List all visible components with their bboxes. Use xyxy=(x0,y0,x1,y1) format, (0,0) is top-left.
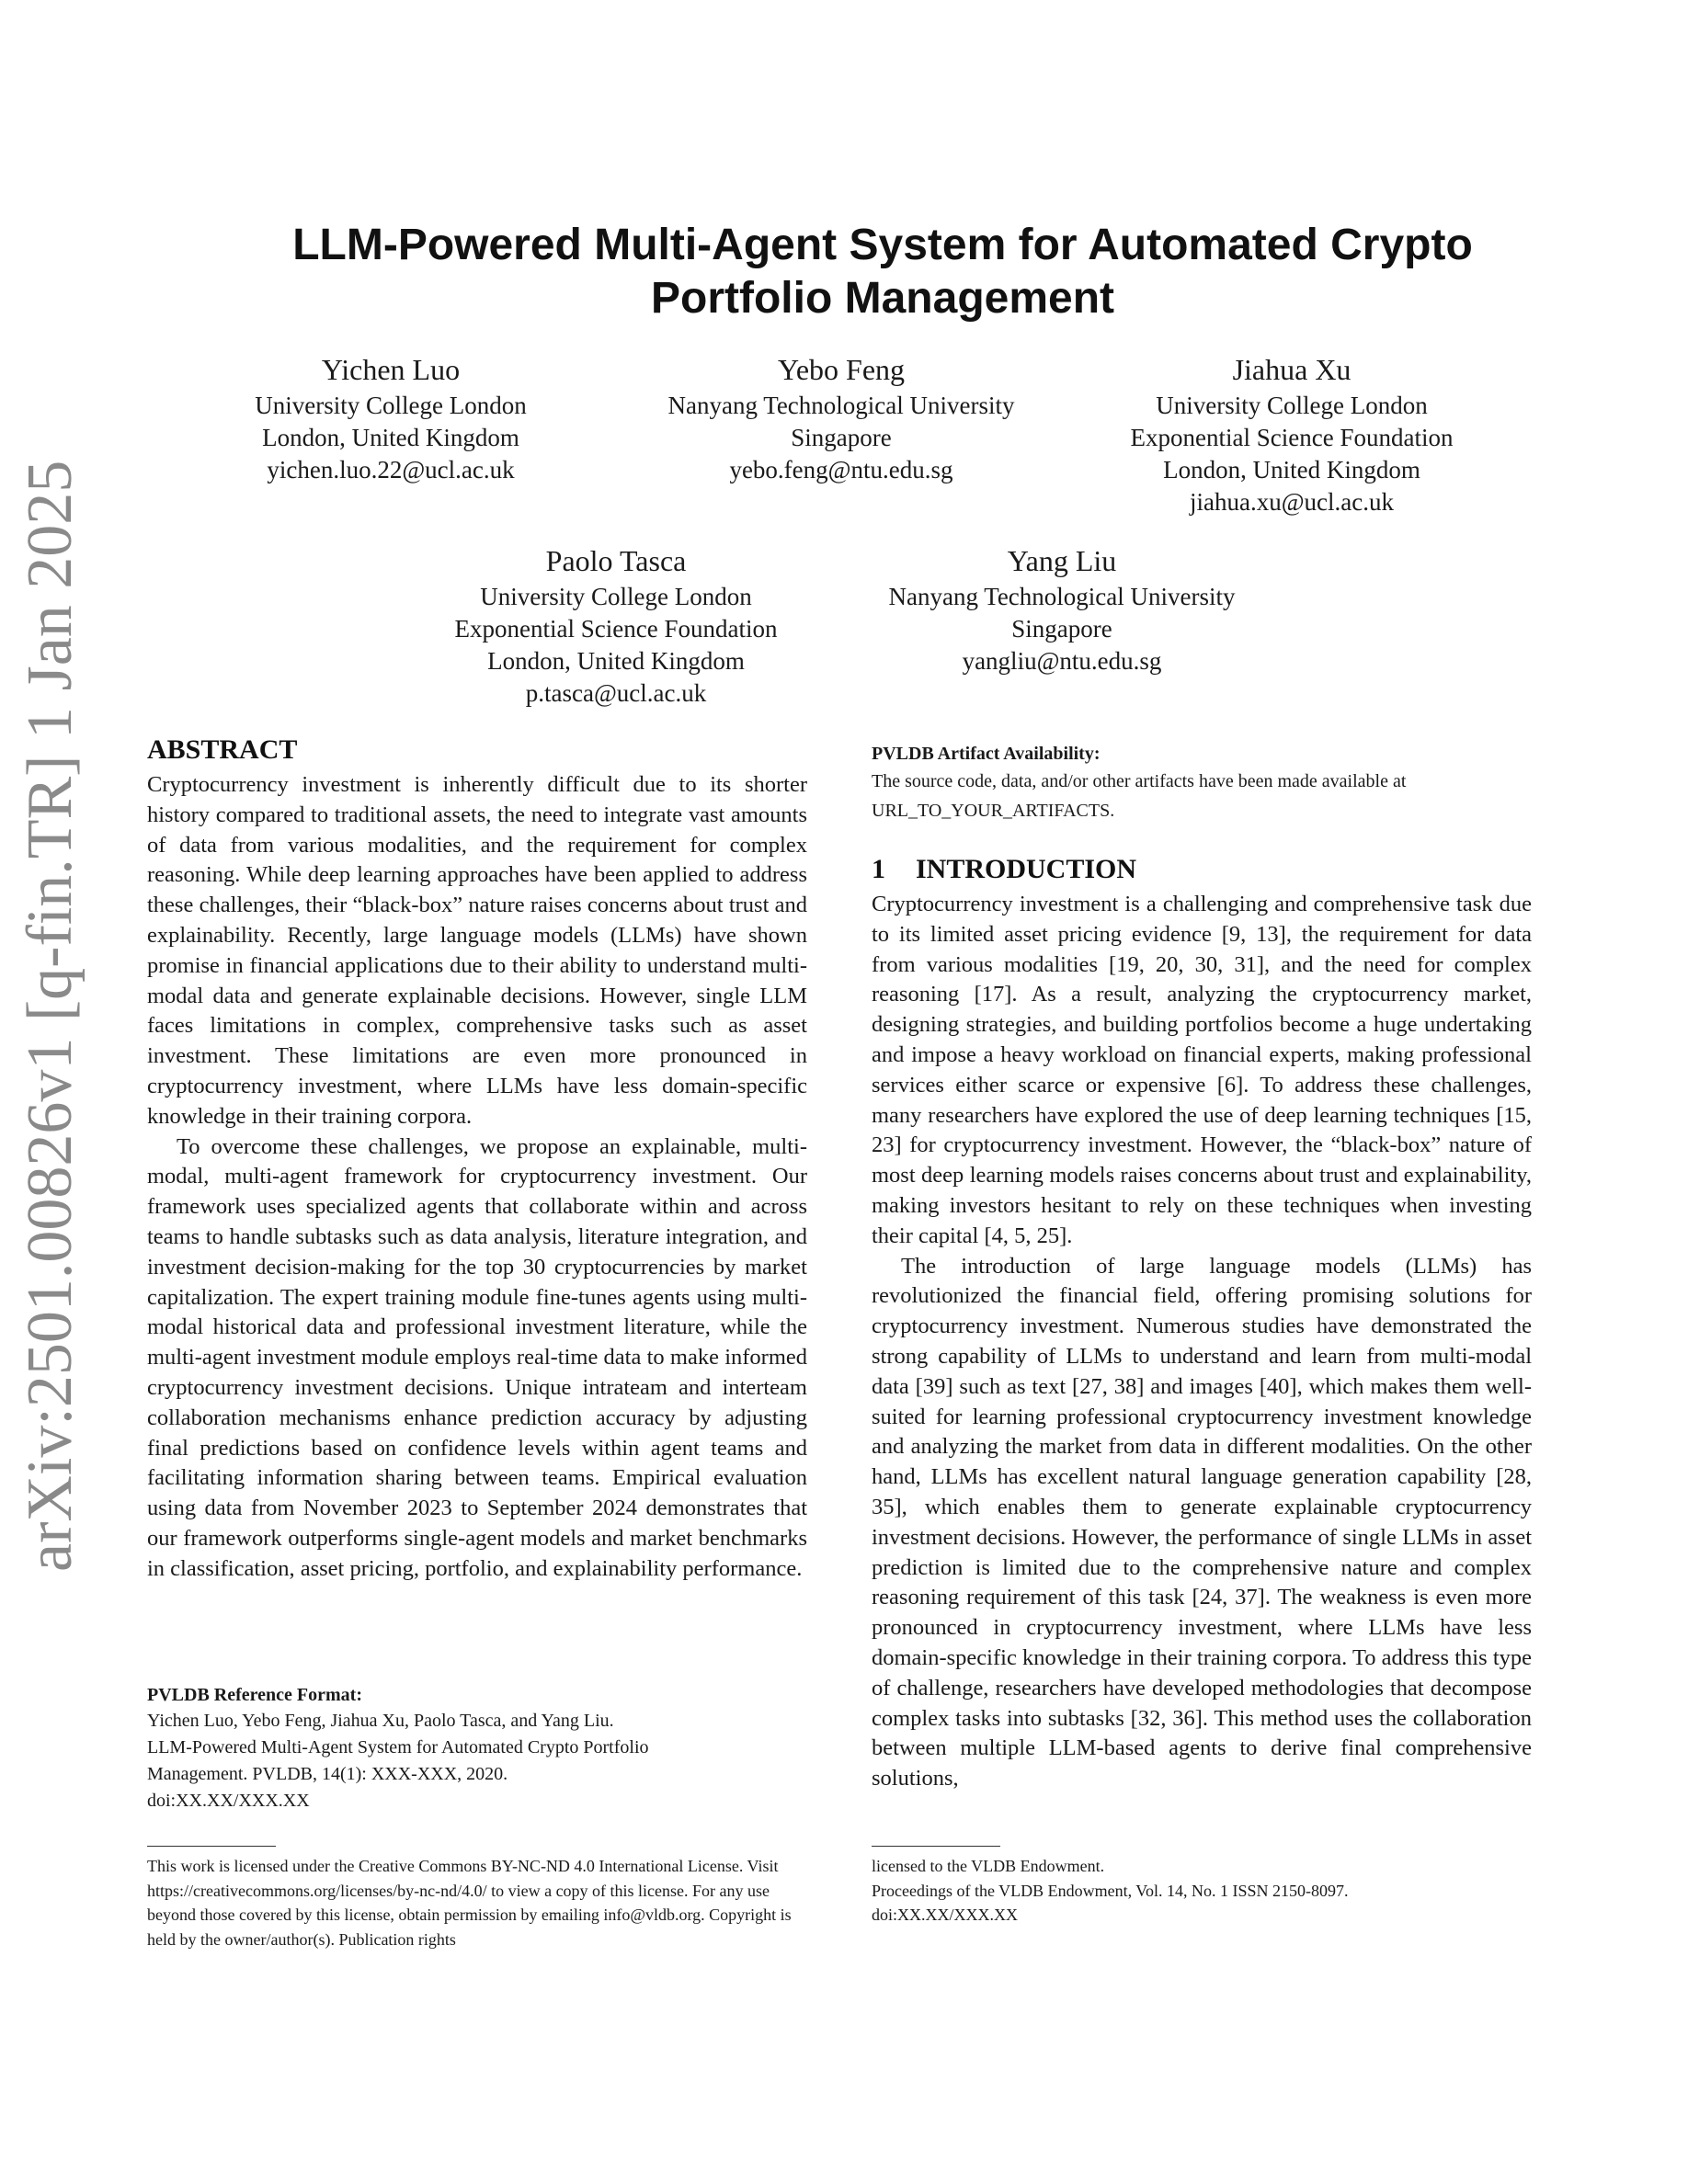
author-name: Paolo Tasca xyxy=(545,544,687,577)
author-name: Yichen Luo xyxy=(321,353,461,386)
author-email: yichen.luo.22@ucl.ac.uk xyxy=(267,456,515,483)
reference-format-doi: doi:XX.XX/XXX.XX xyxy=(147,1791,310,1811)
author-affiliation: Exponential Science Foundation xyxy=(1130,424,1454,451)
paper-title xyxy=(147,219,1618,325)
author-affiliation: University College London xyxy=(255,392,527,419)
abstract-section xyxy=(147,732,807,1585)
author-location: London, United Kingdom xyxy=(262,424,519,451)
author-block xyxy=(855,540,1269,677)
abstract-paragraph-1: Cryptocurrency investment is inherently difficult due to its shorter history compared to traditional assets, the need to integrate vast amounts of data from various modalities, and the requirement for complex reasoning. While deep learning approaches have been applied to address these challenges, their “black-box” nature raises concerns about trust and explainability. Recently, large language models (LLMs) have shown promise in financial applications due to their ability to understand multi-modal data and generate explainable decisions. However, single LLM faces limitations in complex, comprehensive tasks such as asset investment. These limitations are even more pronounced in cryptocurrency investment, where LLMs have less domain-specific knowledge in their training corpora. xyxy=(147,772,807,1129)
author-affiliation: University College London xyxy=(1156,392,1428,419)
proceedings-footnote xyxy=(872,1846,1532,1928)
introduction-paragraph-1: Cryptocurrency investment is a challenging and comprehensive task due to its limited asset pricing evidence [9, 13], the requirement for data from various modalities [19, 20, 30, 31], and the need for complex reasoning [17]. As a result, analyzing the cryptocurrency market, designing strategies, and building portfolios become a huge undertaking and impose a heavy workload on financial experts, making professional services either scarce or expensive [6]. To address these challenges, many researchers have explored the use of deep learning techniques [15, 23] for cryptocurrency investment. However, the “black-box” nature of most deep learning models raises concerns about trust and explainability, making investors hesitant to rely on these techniques when investing their capital [4, 5, 25]. xyxy=(872,892,1532,1248)
reference-format xyxy=(147,1682,807,1814)
arxiv-identifier: arXiv:2501.00826v1 [q-fin.TR] 1 Jan 2025 xyxy=(15,460,86,1572)
proceedings-doi: doi:XX.XX/XXX.XX xyxy=(872,1905,1018,1924)
author-location: Singapore xyxy=(1011,615,1112,643)
author-affiliation: Nanyang Technological University xyxy=(667,392,1015,419)
reference-format-line: Yichen Luo, Yebo Feng, Jiahua Xu, Paolo Tasca, and Yang Liu. xyxy=(147,1711,614,1731)
author-affiliation: University College London xyxy=(480,583,752,610)
title-line-1: LLM-Powered Multi-Agent System for Automated Crypto xyxy=(292,221,1473,269)
footnote-rule xyxy=(147,1846,276,1847)
author-block xyxy=(634,349,1048,486)
author-affiliation: Exponential Science Foundation xyxy=(454,615,778,643)
reference-format-line: LLM-Powered Multi-Agent System for Automated Crypto Portfolio xyxy=(147,1737,649,1757)
artifact-url: URL_TO_YOUR_ARTIFACTS. xyxy=(872,801,1115,821)
author-location: Singapore xyxy=(791,424,892,451)
artifact-availability xyxy=(872,741,1532,825)
introduction-section xyxy=(872,851,1532,1794)
license-footnote xyxy=(147,1846,809,1951)
section-number: 1 xyxy=(872,854,885,884)
author-name: Yang Liu xyxy=(1007,544,1117,577)
author-location: London, United Kingdom xyxy=(487,647,745,675)
author-email: yangliu@ntu.edu.sg xyxy=(962,647,1162,675)
introduction-paragraph-2: The introduction of large language models (LLMs) has revolutionized the financial field, offering promising solutions for cryptocurrency investment. Numerous studies have demonstrated the strong capability of LLMs to understand and learn from multi-modal data [39] such as text [27, 38] and images [40], which makes them well-suited for learning professional cryptocurrency investment knowledge and analyzing the market from data in different modalities. On the other hand, LLMs has excellent natural language generation capability [28, 35], which enables them to generate explainable cryptocurrency investment decisions. However, the performance of single LLMs in asset prediction is limited due to the comprehensive nature and complex reasoning requirement of this task [24, 37]. The weakness is even more pronounced in cryptocurrency investment, where LLMs have less domain-specific knowledge in their training corpora. To address this type of challenge, researchers have developed methodologies that decompose complex tasks into subtasks [32, 36]. This method uses the collaboration between multiple LLM-based agents to derive final comprehensive solutions, xyxy=(872,1253,1532,1792)
author-location: London, United Kingdom xyxy=(1163,456,1420,483)
reference-format-heading: PVLDB Reference Format: xyxy=(147,1685,362,1705)
author-name: Jiahua Xu xyxy=(1232,353,1352,386)
author-email: yebo.feng@ntu.edu.sg xyxy=(729,456,953,483)
proceedings-line: licensed to the VLDB Endowment. xyxy=(872,1857,1105,1875)
author-email: jiahua.xu@ucl.ac.uk xyxy=(1189,488,1395,516)
introduction-heading xyxy=(872,851,1532,888)
section-title: INTRODUCTION xyxy=(916,854,1137,884)
author-block xyxy=(1099,349,1485,518)
abstract-heading: ABSTRACT xyxy=(147,734,298,765)
artifact-text: The source code, data, and/or other artifacts have been made available at xyxy=(872,771,1407,791)
title-line-2: Portfolio Management xyxy=(650,274,1115,323)
reference-format-line: Management. PVLDB, 14(1): XXX-XXX, 2020. xyxy=(147,1764,508,1784)
proceedings-line: Proceedings of the VLDB Endowment, Vol. 14, No. 1 ISSN 2150-8097. xyxy=(872,1881,1349,1900)
author-email: p.tasca@ucl.ac.uk xyxy=(525,679,707,707)
author-name: Yebo Feng xyxy=(777,353,906,386)
license-text: This work is licensed under the Creative Commons BY-NC-ND 4.0 International License. Visit https://creativecommons.org/licenses/by-nc-nd/4.0/ to view a copy of this license. For any use beyond those covered by this license, obtain permission by emailing info@vldb.org. Copyright is held by the owner/author(s). Publication rights xyxy=(147,1857,792,1949)
footnote-rule xyxy=(872,1846,1000,1847)
abstract-paragraph-2: To overcome these challenges, we propose an explainable, multi-modal, multi-agent framework for cryptocurrency investment. Our framework uses specialized agents that collaborate within and across teams to handle subtasks such as data analysis, literature integration, and investment decision-making for the top 30 cryptocurrencies by market capitalization. The expert training module fine-tunes agents using multi-modal historical data and professional investment literature, while the multi-agent investment module employs real-time data to make informed cryptocurrency investment decisions. Unique intrateam and interteam collaboration mechanisms enhance prediction accuracy by adjusting final predictions based on confidence levels within agent teams and facilitating information sharing between teams. Empirical evaluation using data from November 2023 to September 2024 demonstrates that our framework outperforms single-agent models and market benchmarks in classification, asset pricing, portfolio, and explainability performance. xyxy=(147,1133,807,1581)
author-affiliation: Nanyang Technological University xyxy=(888,583,1236,610)
author-block xyxy=(423,540,809,710)
author-block xyxy=(221,349,561,486)
artifact-heading: PVLDB Artifact Availability: xyxy=(872,744,1101,764)
